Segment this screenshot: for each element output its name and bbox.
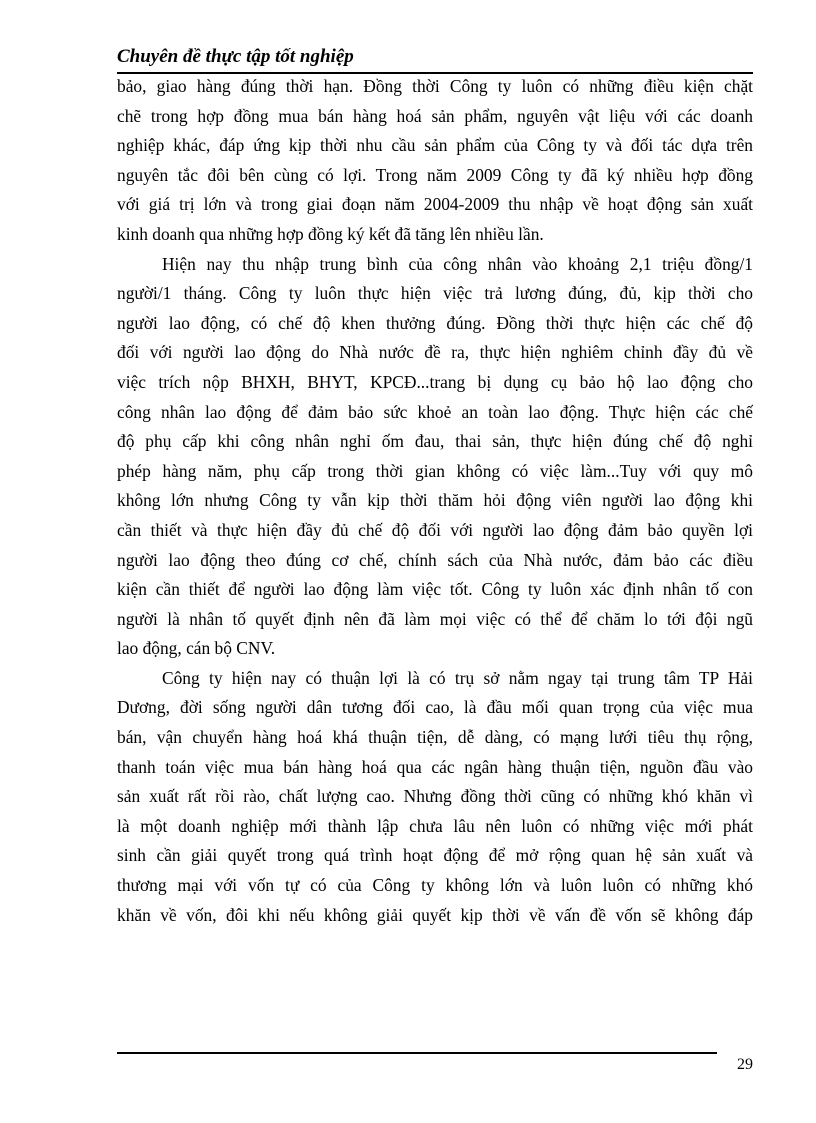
text-line: nguyên tắc đôi bên cùng có lợi. Trong năm 2009 Công ty đã ký nhiều hợp đồng (117, 164, 753, 185)
text-line: thương mại với vốn tự có của Công ty không lớn và luôn luôn có những khó (117, 875, 753, 896)
text-line: phép hàng năm, phụ cấp trong thời gian không có việc làm...Tuy với quy mô (117, 460, 753, 481)
paragraph (117, 250, 753, 664)
text-line: lao động, cán bộ CNV. (117, 638, 276, 659)
text-line: không lớn nhưng Công ty vẫn kịp thời thăm hỏi động viên người lao động khi (117, 490, 753, 511)
page-header (117, 44, 753, 74)
text-line: với giá trị lớn và trong giai đoạn năm 2004-2009 thu nhập về hoạt động sản xuất (117, 194, 753, 215)
paragraph (117, 664, 753, 930)
page-number: 29 (737, 1056, 753, 1073)
text-line: kiện cần thiết để người lao động làm việc tốt. Công ty luôn xác định nhân tố con (117, 579, 753, 600)
text-line: người/1 tháng. Công ty luôn thực hiện việc trả lương đúng, đủ, kịp thời cho (117, 283, 753, 304)
text-line: người là nhân tố quyết định nên đã làm mọi việc có thể để chăm lo tới đội ngũ (117, 608, 753, 629)
paragraph (117, 72, 753, 250)
footer-rule (117, 1052, 717, 1054)
text-line: sinh cần giải quyết trong quá trình hoạt động để mở rộng quan hệ sản xuất và (117, 845, 753, 866)
text-line: việc trích nộp BHXH, BHYT, KPCĐ...trang bị dụng cụ bảo hộ lao động cho (117, 371, 753, 392)
text-line: nghiệp khác, đáp ứng kịp thời nhu cầu sản phẩm của Công ty và đối tác dựa trên (117, 135, 753, 156)
document-body (117, 72, 753, 930)
text-line: Công ty hiện nay có thuận lợi là có trụ sở nằm ngay tại trung tâm TP Hải (162, 667, 753, 688)
text-line: cần thiết và thực hiện đầy đủ chế độ đối với người lao động đảm bảo quyền lợi (117, 519, 753, 540)
text-line: Dương, đời sống người dân tương đối cao, là đầu mối quan trọng của việc mua (117, 697, 753, 718)
text-line: sản xuất rất rồi rào, chất lượng cao. Nhưng đồng thời cũng có những khó khăn vì (117, 786, 753, 807)
header-title: Chuyên đề thực tập tốt nghiệp (117, 46, 354, 67)
text-line: người lao động, có chế độ khen thưởng đúng. Đồng thời thực hiện các chế độ (117, 312, 753, 333)
text-line: người lao động theo đúng cơ chế, chính sách của Nhà nước, đảm bảo các điều (117, 549, 753, 570)
text-line: kinh doanh qua những hợp đồng ký kết đã tăng lên nhiều lần. (117, 223, 544, 244)
text-line: bán, vận chuyển hàng hoá khá thuận tiện, dễ dàng, có mạng lưới tiêu thụ rộng, (117, 727, 753, 748)
text-line: bảo, giao hàng đúng thời hạn. Đồng thời Công ty luôn có những điều kiện chặt (117, 76, 753, 96)
text-line: độ phụ cấp khi công nhân nghỉ ốm đau, thai sản, thực hiện đúng chế độ nghỉ (117, 431, 753, 452)
text-line: là một doanh nghiệp mới thành lập chưa lâu nên luôn có những việc mới phát (117, 815, 753, 836)
text-line: thanh toán việc mua bán hàng hoá qua các ngân hàng thuận tiện, nguồn đầu vào (117, 756, 753, 777)
text-line: công nhân lao động để đảm bảo sức khoẻ an toàn lao động. Thực hiện các chế (117, 401, 753, 422)
text-line: khăn về vốn, đôi khi nếu không giải quyết kịp thời về vấn đề vốn sẽ không đáp (117, 904, 753, 925)
text-line: Hiện nay thu nhập trung bình của công nhân vào khoảng 2,1 triệu đồng/1 (162, 253, 753, 274)
text-line: chẽ trong hợp đồng mua bán hàng hoá sản phẩm, nguyên vật liệu với các doanh (117, 105, 753, 126)
text-line: đối với người lao động do Nhà nước đề ra, thực hiện nghiêm chỉnh đầy đủ về (117, 342, 753, 363)
